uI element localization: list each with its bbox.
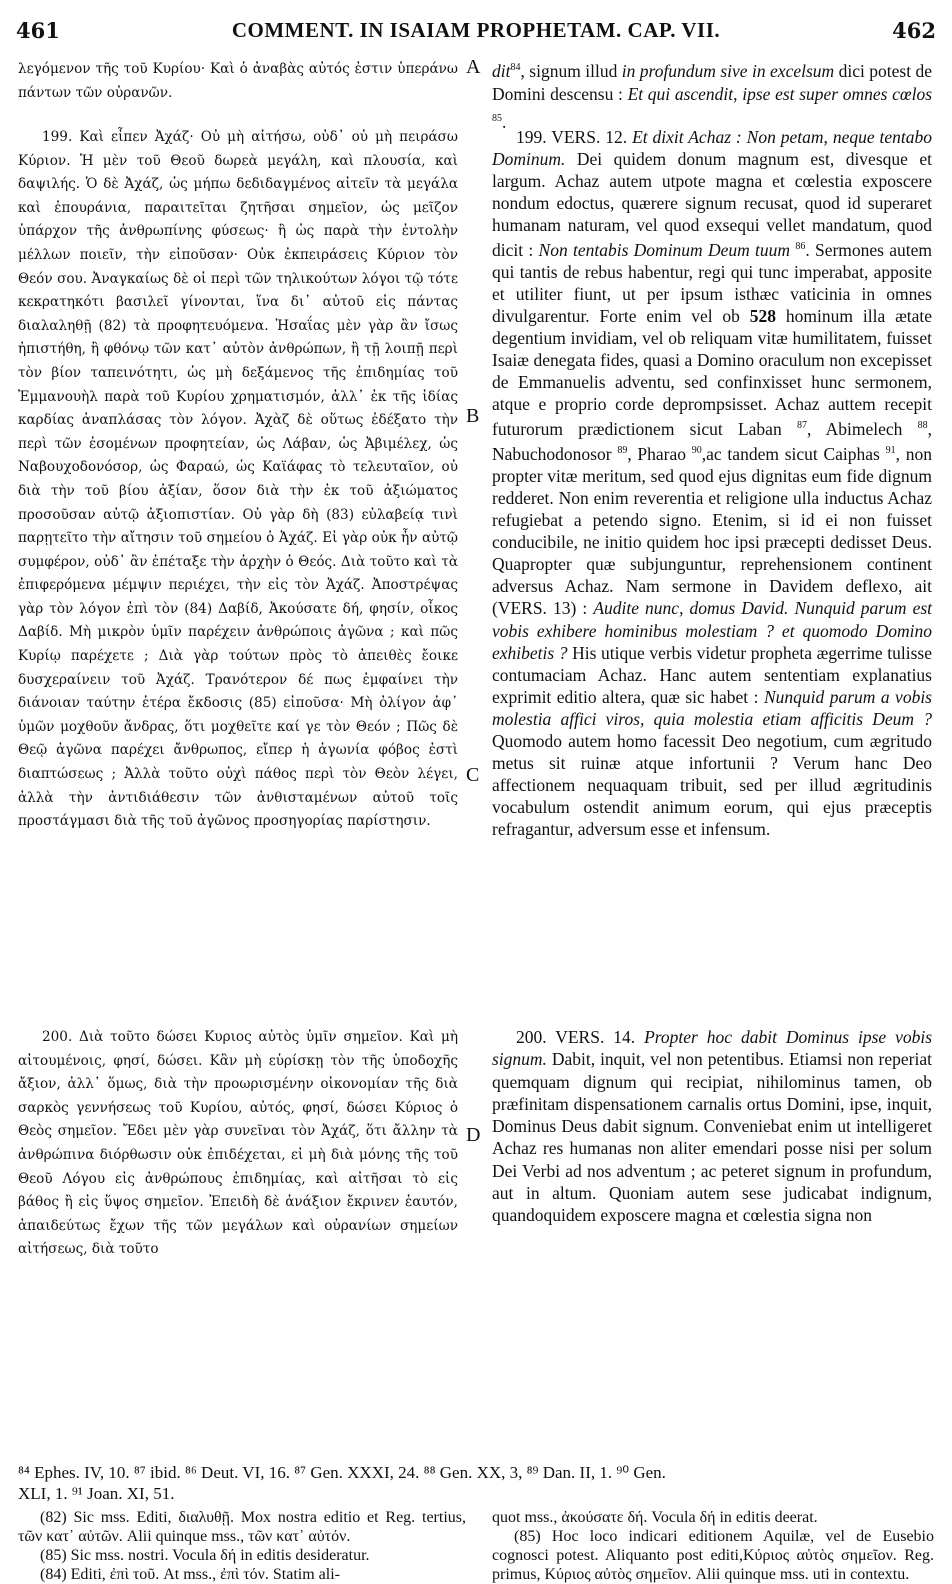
footnote-ref: 88: [917, 420, 928, 432]
column-marker-a: A: [466, 56, 481, 78]
notes-right: [492, 1508, 934, 1584]
note-84: (84) Editi, ἐπὶ τοῦ. At mss., ἐπὶ τόν. Statim ali-: [40, 1566, 340, 1583]
column-number: 528: [749, 306, 777, 327]
latin-body: ,ac tandem sicut Caiphas: [701, 444, 880, 465]
verse-heading: 199. VERS. 12.: [516, 127, 628, 147]
latin-body: Quomodo autem homo facessit Deo negotium, cum ægritudo metus sit ruinæ atque infortunii ? Verum hanc Deo affectionem nequaquam tribuit, sed per illud ægritudinis vocabulum ostendit animum eorum, qui ejus præceptis refragantur, adversum esse et infensum.: [492, 730, 932, 839]
latin-intro-text: dit$^{84}$, signum illud in profundum sive in excelsum dici potest de Domini descensu : Et qui ascendit, ipse est super omnes cœlos $^{85}$.: [492, 60, 933, 132]
greek-section-200: [18, 1026, 458, 1262]
column-marker-b: B: [466, 405, 480, 427]
latin-body: His utique verbis videtur propheta ægerrime tulisse contumaciam Achaz. Hanc autem sententiam explanatius exprimit editio altera, quæ sic habet :: [492, 642, 932, 707]
latin-body: Dabit, inquit, vel non petentibus. Etiamsi non reperiat quemquam dignum qui recipiat, nihilominus tamen, ob præfinitam dispensationem carnalis ortus Domini, ipse, inquit, Dominus Deus dabit signum. Conveniebat enim ut intelligeret Achaz res humanas non aliter emendari posse nisi per solum Dei Verbi ad nos adventum ; ac peteret signum in profundum, aut in altum. Quoniam autem sese judicabat indignum, quandoquidem exposcere magna et cœlestia signa non: [492, 1049, 932, 1226]
greek-paragraph-199: 199. Καὶ εἶπεν Ἀχάζ· Οὐ μὴ αἰτήσω, οὐδ᾽ οὐ μὴ πειράσω Κύριον. Ἡ μὲν τοῦ Θεοῦ δωρεὰ μεγάλη, καὶ πλουσία, καὶ δαψιλής. Ὁ δὲ Ἀχάζ, ὡς μήπω δεδιδαγμένος αἰτεῖν τὰ μεγάλα καὶ ἐπουράνια, παραιτεῖται ζητῆσαι σημεῖον, ὡς μεῖζον ὑπάρχον τῆς ἀνθρωπίνης φύσεως· ἢ ὡς παρὰ τὴν ἐντολὴν μέλλων ποιεῖν, τὴν εἰποῦσαν· Οὐκ ἐκπειράσεις Κύριον τὸν Θεόν σου. Ἀναγκαίως δὲ οἱ περὶ τῶν τηλικούτων λόγοι τῷ τότε κεκρατηκότι βασιλεῖ γίνονται, ἵνα δι᾽ αὐτοῦ εἰς πάντας διαλαληθῇ (82) τὰ προφητευόμενα. Ἠσαΐας μὲν γὰρ ἂν ἴσως ἠπιστήθη, ἢ φθόνῳ τῶν κατ᾽ αὐτὸν ἀνθρώπων, ἢ τῇ λοιπῇ περὶ τὸν βίον ταπεινότητι, ὡς μὴ δεξάμενος τῆς ἐπιδημίας τοῦ Ἐμμανουὴλ παρὰ τοῦ Κυρίου χρηματισμόν, ἀλλ᾽ ἐκ τῆς ἰδίας καρδίας ἀναπλάσας τὸν λόγον. Ἀχὰζ δὲ οὕτως ἐδέξατο τὴν περὶ τῶν ἐσομένων προφητείαν, ὡς Λάβαν, ὡς Ἀβιμέλεχ, ὡς Ναβουχοδονόσορ, ὡς Φαραώ, ὡς Καϊάφας τὸ τελευταῖον, οὐ διὰ τὴν τοῦ βίου ἀξίαν, ὅσον διὰ τὴν ἐκ τοῦ ἀξιώματος προσοῦσαν αὐτῷ ἀξιοπιστίαν. Οὐ γὰρ δὴ (83) εὐλαβείᾳ τινὶ παρῃτεῖτο τὴν αἴτησιν τοῦ σημείου ὁ Ἀχάζ. Εἰ γὰρ οὐκ ἦν αὐτῷ συμφέρον, οὐδ᾽ ἂν ἐπέταξε τὴν ἀρχὴν ὁ Θεός. Διὰ τοῦτο καὶ τὰ ἐπιφερόμενα μέμψιν περιέχει, τὴν εἰς τὸν Ἀχάζ. Ἀποστρέψας γὰρ τὸν λόγον ἐπὶ τὸν (84) Δαβίδ, Ἀκούσατε δή, φησίν, οἶκος Δαβίδ. Μὴ μικρὸν ὑμῖν παρέχειν ἀνθρώποις ἀγῶνα ; καὶ πῶς Κυρίῳ παρέχετε ; Διὰ γὰρ τούτων πρὸς τὸ ἀπειθὲς ἔοικε δυσχεραίνειν τοῦ Ἀχάζ. Τρανότερον δέ πως ἐμφαίνει τὴν διάνοιαν ταύτην ἑτέρα ἔκδοσις (85) εἰποῦσα· Μὴ ὀλίγον ἀφ᾽ ὑμῶν μοχθοῦν ἄνδρας, ὅτι μοχθεῖτε καί γε τὸν Θεόν ; Πῶς δὲ Θεῷ ἀγῶνα παρέχει ἄνθρωπος, εἴπερ ἡ ἀγωνία φόβος ἐστὶ διαπτώσεως ; Ἀλλὰ τοῦτο οὐχὶ πάθος περὶ τὸν Θεὸν λέγει, ἀλλὰ τὴν ἀντιδιάθεσιν τῶν ἀνθισταμένων αὐτοῦ τοῖς προστάγμασι διὰ τῆς τοῦ ἀγῶνος προσηγορίας παρίστησιν.: [18, 129, 458, 830]
latin-body: . Sermones autem qui tantis de rebus habentur, regi qui tunc imperabat, apposite et utiliter fiunt, ut per ipsum isthæc vaticinia in omnes divulgarentur. Forte enim vel ob: [492, 240, 933, 327]
running-title: COMMENT. IN ISAIAM PROPHETAM. CAP. VII.: [231, 18, 721, 42]
footnote-ref: 84: [510, 62, 521, 73]
greek-paragraph-200: 200. Διὰ τοῦτο δώσει Κυριος αὐτὸς ὑμῖν σημεῖον. Καὶ μὴ αἰτουμένοις, φησί, δώσει. Κἂν μὴ εὑρίσκῃ τὸν τῆς ὑποδοχῆς ἄξιον, ἀλλ᾽ ὅμως, διὰ τὴν προωρισμένην οἰκονομίαν τῆς διὰ σαρκὸς γεννήσεως τοῦ Κυρίου, αὐτός, φησί, δώσει Κύριος ὁ Θεὸς σημεῖον. Ἔδει μὲν γὰρ συνεῖναι τὸν Ἀχάζ, ὅτι ἄλλην τὰ ἀνθρώπινα διόρθωσιν οὐκ ἐπιδέχεται, εἰ μὴ διὰ μόνης τῆς τοῦ Θεοῦ Λόγου εἰς ἀνθρώπους ἐπιδημίας, καὶ αἰτῆσαι τὸ εἰς βάθος ἢ εἰς ὕψος σημεῖον. Ἐπειδὴ δὲ ἀνάξιον ἔκρινεν ἑαυτόν, ἀπαιδεύτως ἔχων τῆς τῶν μεγάλων καὶ οὐρανίων σημείων αἰτήσεως, διὰ τοῦτο: [18, 1029, 458, 1258]
page-header: [0, 18, 952, 48]
latin-intro-e: Et qui ascendit, ipse est super omnes cœlos: [627, 84, 933, 105]
latin-intro-b: , signum illud: [520, 60, 618, 81]
latin-intro-italic: dit: [492, 60, 511, 81]
bible-references: [18, 1462, 934, 1504]
latin-intro-c: in profundum sive in excelsum: [621, 60, 835, 81]
latin-body: , Nabuchodonosor: [492, 419, 933, 465]
latin-body: Dei quidem donum magnum est, divesque et largum. Achaz autem utpote magna et cœlestia exposcere nondum edoctus, quærere signum recusat, quod id superaret humanam naturam, vel quod exsequi vellet mandatum, quod dicit :: [492, 149, 933, 261]
latin-intro: [492, 56, 932, 134]
note-82: (82) Sic mss. Editi, διαλυθῇ. Mox nostra editio et Reg. tertius, τῶν κατ᾽ αὐτῶν. Alii quinque mss., τῶν κατ᾽ αὐτόν.: [18, 1509, 466, 1545]
latin-section-199: [492, 126, 932, 840]
footnote-ref: 91: [885, 445, 896, 457]
note-85: (85) Sic mss. nostri. Vocula δή in editis desideratur.: [40, 1547, 370, 1564]
greek-intro: [18, 58, 458, 105]
latin-quote: Et dixit Achaz : Non petam, neque tentabo Dominum.: [492, 127, 933, 170]
greek-section-199: [18, 126, 458, 834]
greek-intro-text: λεγόμενον τῆς τοῦ Κυρίου· Καὶ ὁ ἀναβὰς αὐτός ἐστιν ὑπεράνω πάντων τῶν οὐρανῶν.: [18, 61, 458, 101]
latin-body: , Pharao: [627, 444, 687, 465]
bible-ref-line-1: ⁸⁴ Ephes. IV, 10. ⁸⁷ ibid. ⁸⁶ Deut. VI, 16. ⁸⁷ Gen. XXXI, 24. ⁸⁸ Gen. XX, 3, ⁸⁹ Dan. II, 1. ⁹⁰ Gen.: [18, 1463, 666, 1482]
latin-body: , Abimelech: [806, 419, 903, 440]
footnote-ref: 87: [796, 420, 807, 432]
verse-heading: 200. VERS. 14.: [516, 1027, 636, 1047]
footnote-ref: 90: [691, 445, 702, 457]
column-marker-c: C: [466, 764, 480, 786]
latin-paragraph-200: [492, 1026, 932, 1227]
latin-quote: Non tentabis Dominum Deum tuum: [538, 240, 791, 261]
latin-intro-d: dici potest de Domini descensu :: [492, 60, 932, 105]
latin-body: , non propter vitæ meritum, sed quod ejus dignitas eum fide dignum redderet. Non enim reverentia et religione ulla inductus Achaz refugiebat a petendo signo. Etenim, si id ei non fuisset conducibile, ne initio quidem hoc ipsi præcepti dedisset Deus. Quapropter quæ subjunguntur, reprehensionem continent adversus Achaz. Nam sermone in Davidem deflexo, ait (VERS. 13) :: [492, 444, 932, 619]
page-number-right: 462: [892, 18, 936, 43]
latin-paragraph-199: [492, 126, 932, 840]
latin-quote: Nunquid parum a vobis molestia affici viros, quia molestia etiam afficitis Deum ?: [492, 686, 932, 729]
note-84-continued: quot mss., ἀκούσατε δή. Vocula δή in editis deerat.: [492, 1509, 818, 1526]
page-number-left: 461: [16, 18, 60, 43]
footnote-ref: 85: [492, 112, 502, 124]
latin-quote: Propter hoc dabit Dominus ipse vobis signum.: [492, 1027, 933, 1070]
column-marker-d: D: [466, 1124, 481, 1146]
latin-body: hominum illa ætate degentium invidiam, vel ob reliquam vitæ humilitatem, fuisset Isaiæ denegata fides, quasi a Domino oraculum non excepisset de Emmanuelis adventu, sed confinxisset hunc sermonem, atque e proprio corde deprompsisset. Achaz auttem recepit futurorum prædictionem sicut Laban: [492, 306, 932, 440]
notes-left: [18, 1508, 466, 1584]
footnote-ref: 86: [795, 241, 806, 253]
latin-quote: Audite nunc, domus David. Nunquid parum est vobis exhibere hominibus molestiam ? et quomodo Domino exhibetis ?: [492, 598, 933, 663]
note-85-aquila: (85) Hoc loco indicari editionem Aquilæ, vel de Eusebio cognosci potest. Aliquanto post editi,Κύριος αὐτὸς σημεῖον. Reg. primus, Κύριος αὐτὸς σημεῖον. Alii quinque mss. uti in contextu.: [492, 1528, 934, 1583]
footnote-ref: 89: [617, 445, 628, 457]
latin-section-200: [492, 1026, 932, 1227]
bible-ref-line-2: XLI, 1. ⁹¹ Joan. XI, 51.: [18, 1484, 175, 1503]
